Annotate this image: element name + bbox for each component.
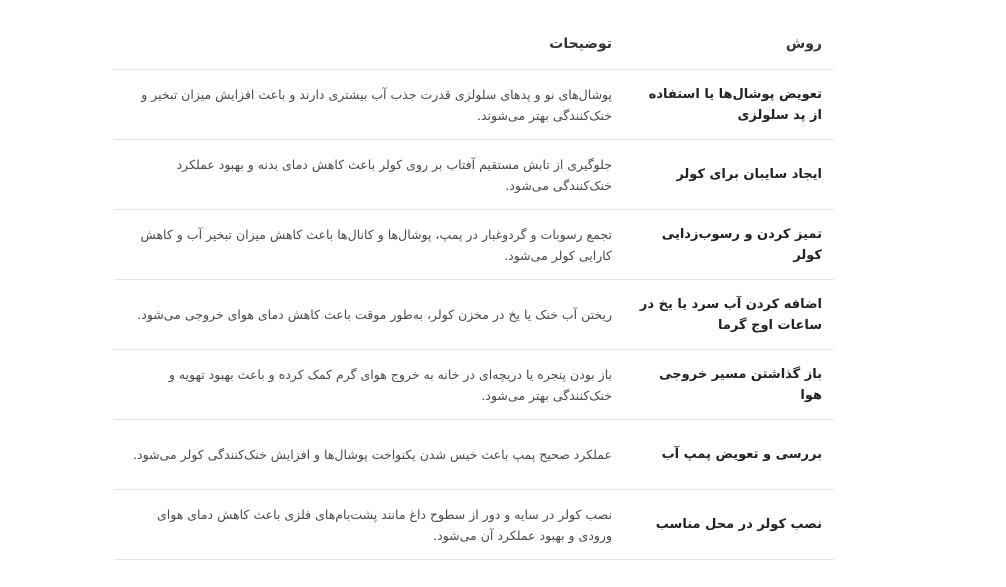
row-method: تعویض پوشال‌ها یا استفاده از پد سلولزی [624,70,834,140]
row-description: ریختن آب خنک یا یخ در مخزن کولر، به‌طور موقت باعث کاهش دمای هوای خروجی می‌شود. [114,280,624,350]
row-method: ایجاد سایبان برای کولر [624,140,834,210]
row-description: پوشال‌های نو و پدهای سلولزی قدرت جذب آب بیشتری دارند و باعث افزایش میزان تبخیر و خنک‌کنندگی بهتر می‌شوند. [114,70,624,140]
row-method: باز گذاشتن مسیر خروجی هوا [624,350,834,420]
row-method: نصب کولر در محل مناسب [624,490,834,560]
row-method: بررسی و تعویض پمپ آب [624,420,834,490]
header-description: توضیحات [114,18,624,70]
table-row [114,350,834,420]
row-description: عملکرد صحیح پمپ باعث خیس شدن یکنواخت پوشال‌ها و افزایش خنک‌کنندگی کولر می‌شود. [114,420,624,490]
cooler-tips-table [114,18,834,560]
row-method: تمیز کردن و رسوب‌زدایی کولر [624,210,834,280]
header-method: روش [624,18,834,70]
table-row [114,70,834,140]
table-row [114,280,834,350]
table-row [114,140,834,210]
row-description: نصب کولر در سایه و دور از سطوح داغ مانند پشت‌بام‌های فلزی باعث کاهش دمای هوای ورودی و بهبود عملکرد آن می‌شود. [114,490,624,560]
table-row [114,490,834,560]
cooler-tips-table-container [114,18,834,560]
table-row [114,420,834,490]
table-row [114,210,834,280]
row-description: جلوگیری از تابش مستقیم آفتاب بر روی کولر باعث کاهش دمای بدنه و بهبود عملکرد خنک‌کنندگی می‌شود. [114,140,624,210]
row-description: باز بودن پنجره یا دریچه‌ای در خانه به خروج هوای گرم کمک کرده و باعث بهبود تهویه و خنک‌کنندگی بهتر می‌شود. [114,350,624,420]
row-method: اضافه کردن آب سرد یا یخ در ساعات اوج گرما [624,280,834,350]
row-description: تجمع رسوبات و گردوغبار در پمپ، پوشال‌ها و کانال‌ها باعث کاهش میزان تبخیر آب و کاهش کارایی کولر می‌شود. [114,210,624,280]
table-header-row [114,18,834,70]
